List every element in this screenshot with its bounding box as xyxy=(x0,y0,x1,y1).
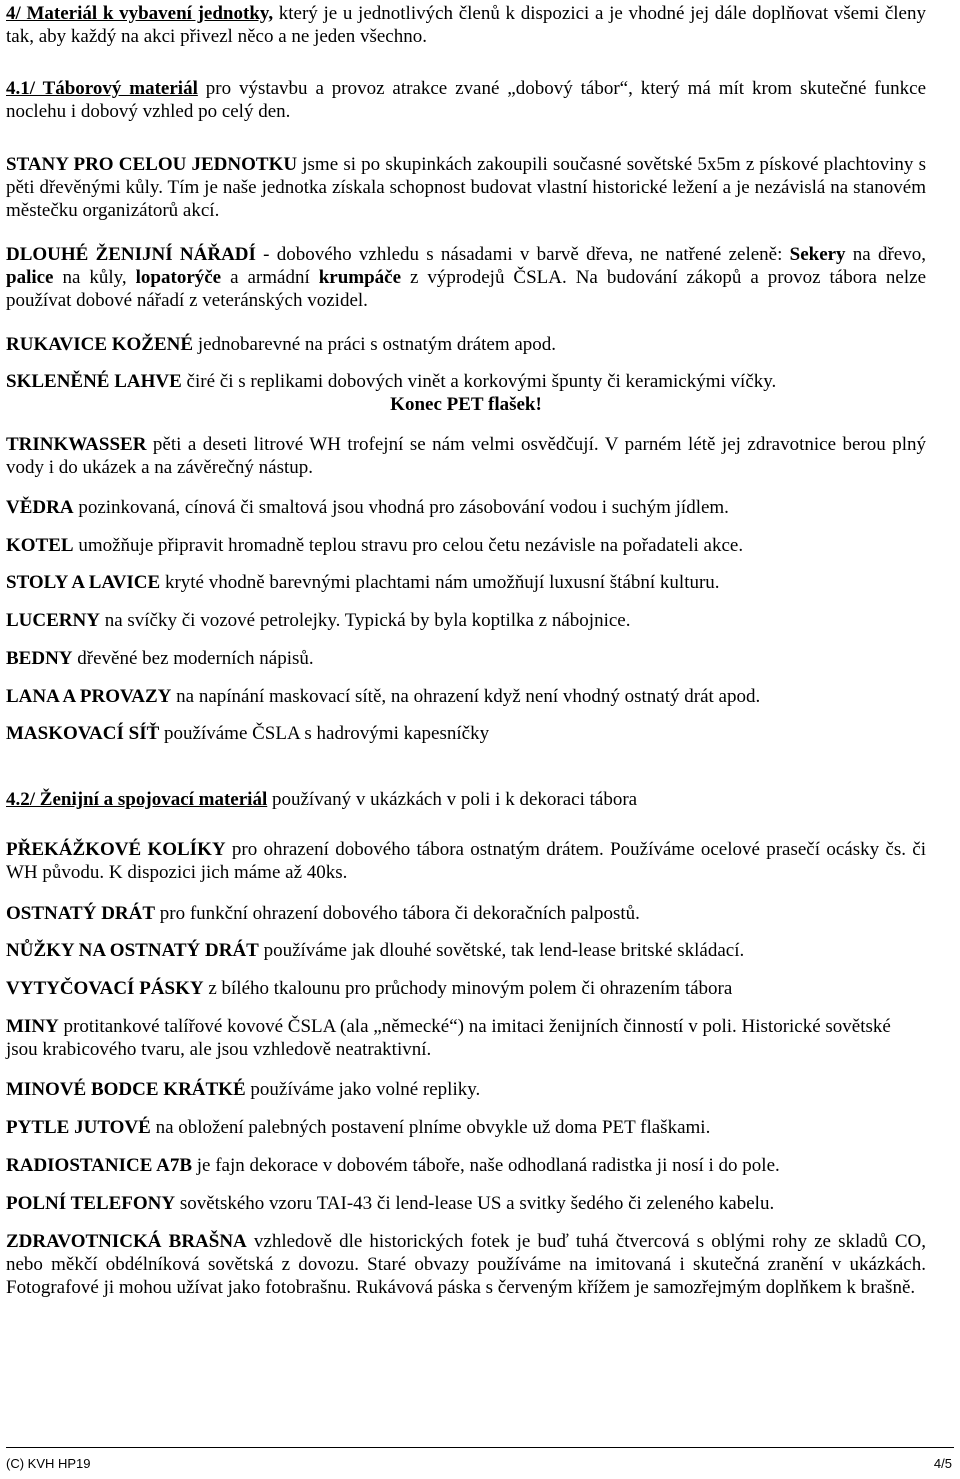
item-radio xyxy=(6,1154,926,1177)
item-title: DLOUHÉ ŽENIJNÍ NÁŘADÍ xyxy=(6,244,256,265)
tool-lopatoryce: lopatorýče xyxy=(135,267,222,288)
item-title: POLNÍ TELEFONY xyxy=(6,1193,176,1214)
item-text: kryté vhodně barevnými plachtami nám umožňují luxusní štábní kulturu. xyxy=(160,572,720,593)
item-miny xyxy=(6,1015,926,1061)
tool-palice: palice xyxy=(6,267,54,288)
item-title: VYTYČOVACÍ PÁSKY xyxy=(6,978,204,999)
item-bodce xyxy=(6,1078,926,1101)
item-text: na svíčky či vozové petrolejky. Typická by byla koptilka z nábojnice. xyxy=(99,610,631,631)
item-title: STANY PRO CELOU JEDNOTKU xyxy=(6,154,298,175)
item-text: jsme si po skupinkách zakoupili současné sovětské 5x5m z pískové plachtoviny s pěti dřevěnými kůly. Tím je naše jednotka získala schopnost budovat vlastní historické ležení a je nezávislá na stanovém městečku organizátorů akcí. xyxy=(6,154,926,221)
section-4-heading: 4/ Materiál k vybavení jednotky, xyxy=(6,3,274,24)
item-title: ZDRAVOTNICKÁ BRAŠNA xyxy=(6,1231,247,1252)
item-pytle xyxy=(6,1116,926,1139)
item-text: používáme ČSLA s hadrovými kapesníčky xyxy=(159,723,490,744)
item-text: protitankové talířové kovové ČSLA (ala „německé“) na imitaci ženijních činností v poli. Historické sovětské jsou krabicového tvaru, ale jsou vzhledově neatraktivní. xyxy=(6,1016,891,1060)
section-4-1-intro xyxy=(6,77,926,123)
item-text: sovětského vzoru TAI-43 či lend-lease US a svitky šedého či zeleného kabelu. xyxy=(175,1193,775,1214)
item-text: na dřevo, xyxy=(845,244,926,265)
item-bedny xyxy=(6,647,926,670)
item-text: na kůly, xyxy=(53,267,136,288)
tool-krumpace: krumpáče xyxy=(318,267,402,288)
item-stany xyxy=(6,153,926,222)
item-kotel xyxy=(6,534,926,557)
item-text: na napínání maskovací sítě, na ohrazení když není vhodný ostnatý drát apod. xyxy=(171,686,761,707)
item-pasky xyxy=(6,977,926,1000)
item-naradi xyxy=(6,243,926,312)
item-text: - dobového vzhledu s násadami v barvě dřeva, ne natřené zeleně: xyxy=(255,244,790,265)
item-title: MINY xyxy=(6,1016,59,1037)
item-lahve xyxy=(6,370,926,416)
item-title: NŮŽKY NA OSTNATÝ DRÁT xyxy=(6,940,259,961)
item-title: PYTLE JUTOVÉ xyxy=(6,1117,151,1138)
item-title: OSTNATÝ DRÁT xyxy=(6,903,156,924)
item-text: a armádní xyxy=(221,267,319,288)
item-title: LUCERNY xyxy=(6,610,100,631)
section-4-2-intro xyxy=(6,788,926,811)
item-title: MASKOVACÍ SÍŤ xyxy=(6,723,160,744)
item-vedra xyxy=(6,496,926,519)
item-trinkwasser xyxy=(6,433,926,479)
item-stoly xyxy=(6,571,926,594)
item-title: SKLENĚNÉ LAHVE xyxy=(6,371,182,392)
item-text: vzhledově dle historických fotek je buď tuhá čtvercová s oblými rohy ze skladů CO, nebo měkčí obdélníková sovětská z dovozu. Staré obvazy používáme na imitovaná i skutečná zranění v ukázkách. Fotografové ji mohou užívat jako fotobrašnu. Rukávová páska s červeným křížem je samozřejmým doplňkem k brašně. xyxy=(6,1231,926,1298)
item-text: pozinkovaná, cínová či smaltová jsou vhodná pro zásobování vodou i suchým jídlem. xyxy=(73,497,729,518)
item-text: z výprodejů ČSLA. Na budování zákopů a provoz tábora nelze používat dobové nářadí z veteránských vozidel. xyxy=(6,267,926,311)
section-4-intro xyxy=(6,2,926,48)
item-title: KOTEL xyxy=(6,535,74,556)
item-title: RUKAVICE KOŽENÉ xyxy=(6,334,194,355)
item-brasna xyxy=(6,1230,926,1299)
item-sit xyxy=(6,722,926,745)
footer-page-number: 4/5 xyxy=(933,1456,952,1471)
item-lucerny xyxy=(6,609,926,632)
item-title: BEDNY xyxy=(6,648,73,669)
item-koliky xyxy=(6,838,926,884)
item-title: VĚDRA xyxy=(6,497,74,518)
section-4-2-text: používaný v ukázkách v poli i k dekoraci tábora xyxy=(267,789,638,810)
item-text: dřevěné bez moderních nápisů. xyxy=(72,648,314,669)
item-text: jednobarevné na práci s ostnatým drátem apod. xyxy=(193,334,557,355)
item-text: čiré či s replikami dobových vinět a korkovými špunty či keramickými víčky. xyxy=(181,371,777,392)
item-telefony xyxy=(6,1192,926,1215)
item-rukavice xyxy=(6,333,926,356)
item-text: na obložení palebných postavení plníme obvykle už doma PET flaškami. xyxy=(150,1117,711,1138)
item-note: Konec PET flašek! xyxy=(390,394,542,415)
item-text: z bílého tkalounu pro průchody minovým polem či ohrazením tábora xyxy=(203,978,733,999)
section-4-1-text: pro výstavbu a provoz atrakce zvané „dobový tábor“, který má mít krom skutečné funkce noclehu i dobový vzhled po celý den. xyxy=(6,78,926,122)
tool-sekery: Sekery xyxy=(789,244,846,265)
item-lana xyxy=(6,685,926,708)
section-4-text: který je u jednotlivých členů k dispozici a je vhodné jej dále doplňovat všemi členy tak, aby každý na akci přivezl něco a ne jeden všechno. xyxy=(6,3,926,47)
footer-copyright: (C) KVH HP19 xyxy=(6,1456,91,1471)
item-text: pro funkční ohrazení dobového tábora či dekoračních palpostů. xyxy=(155,903,640,924)
item-text: používáme jako volné repliky. xyxy=(245,1079,481,1100)
item-title: RADIOSTANICE A7B xyxy=(6,1155,192,1176)
item-title: LANA A PROVAZY xyxy=(6,686,172,707)
section-4-2-heading: 4.2/ Ženijní a spojovací materiál xyxy=(6,789,268,810)
section-4-1-heading: 4.1/ Táborový materiál xyxy=(6,78,198,99)
item-text: používáme jak dlouhé sovětské, tak lend-lease britské skládací. xyxy=(258,940,745,961)
item-title: MINOVÉ BODCE KRÁTKÉ xyxy=(6,1079,246,1100)
item-nuzky xyxy=(6,939,926,962)
item-text: umožňuje připravit hromadně teplou stravu pro celou četu nezávisle na pořadateli akce. xyxy=(73,535,744,556)
item-title: PŘEKÁŽKOVÉ KOLÍKY xyxy=(6,839,226,860)
item-text: pěti a deseti litrové WH trofejní se nám velmi osvědčují. V parném létě jej zdravotnice berou plný vody i do ukázek a na závěrečný nástup. xyxy=(6,434,926,478)
item-drat xyxy=(6,902,926,925)
item-title: STOLY A LAVICE xyxy=(6,572,161,593)
footer-rule xyxy=(6,1447,954,1448)
item-text: je fajn dekorace v dobovém táboře, naše odhodlaná radistka ji nosí i do pole. xyxy=(192,1155,780,1176)
item-text: pro ohrazení dobového tábora ostnatým drátem. Používáme ocelové prasečí ocásky čs. či WH původu. K dispozici jich máme až 40ks. xyxy=(6,839,927,883)
item-title: TRINKWASSER xyxy=(6,434,147,455)
